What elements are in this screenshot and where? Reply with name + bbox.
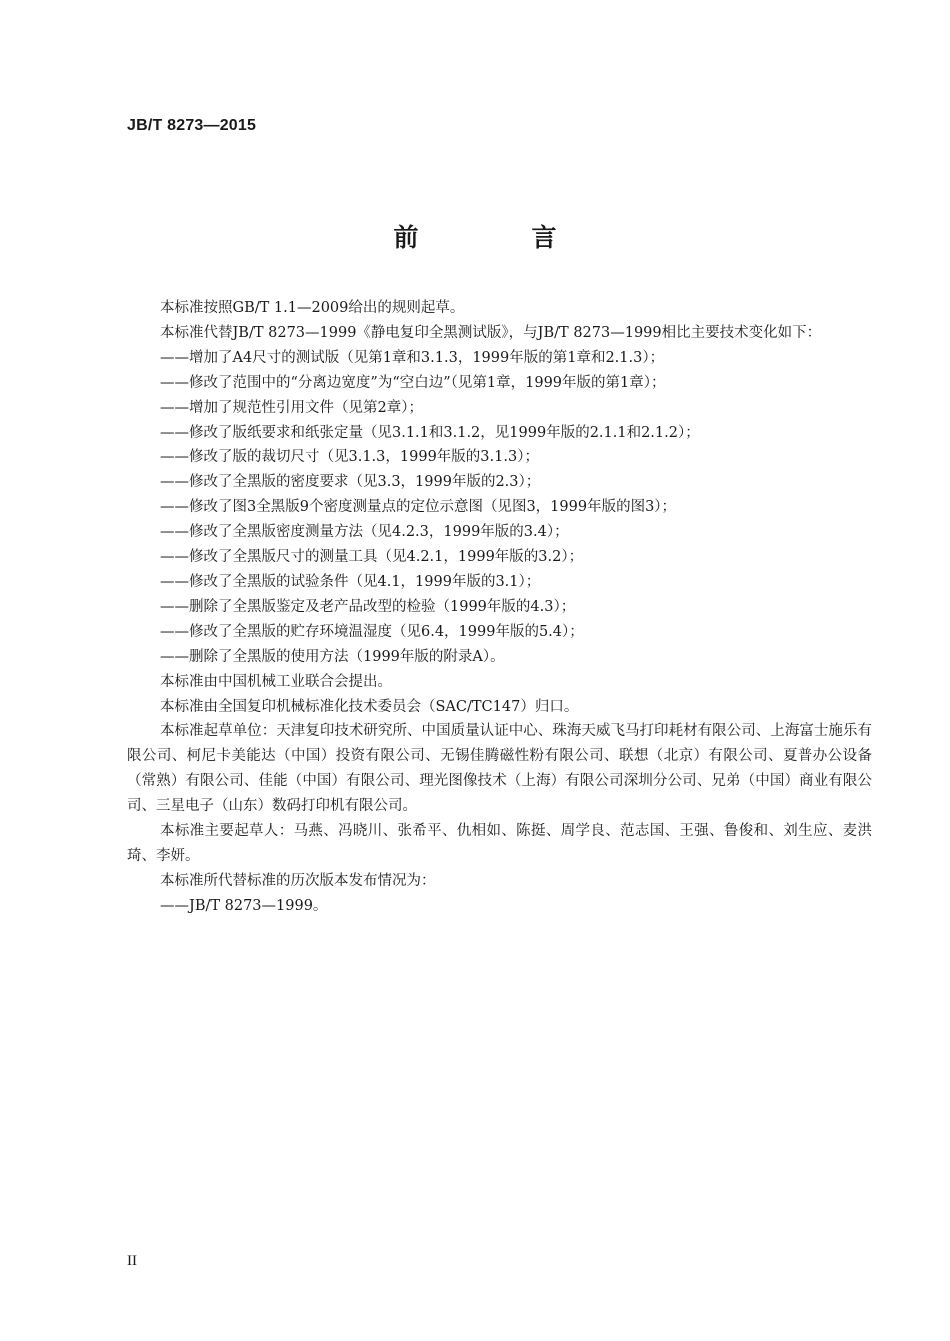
paragraph-proposed-by: 本标准由中国机械工业联合会提出。 bbox=[160, 673, 392, 690]
change-item: ——增加了规范性引用文件（见第2章）； bbox=[160, 399, 423, 416]
change-item: ——修改了全黑版的密度要求（见3.3，1999年版的2.3）； bbox=[160, 474, 541, 491]
paragraph-under-jurisdiction: 本标准由全国复印机械标准化技术委员会（SAC/TC147）归口。 bbox=[160, 698, 579, 715]
paragraph-drafting-units: 本标准起草单位：天津复印技术研究所、中国质量认证中心、珠海天威飞马打印耗材有限公司、上海富士施乐有限公司、柯尼卡美能达（中国）投资有限公司、无锡佳腾磁性粉有限公司、联想（北京）有限公司、夏普办公设备（常熟）有限公司、佳能（中国）有限公司、理光图像技术（上海）有限公司深圳分公司、兄弟（中国）商业有限公司、三星电子（山东）数码打印机有限公司。 bbox=[127, 723, 872, 815]
foreword-body bbox=[127, 296, 872, 919]
paragraph-drafting-rules: 本标准按照GB/T 1.1—2009给出的规则起草。 bbox=[160, 300, 465, 316]
paragraph-main-drafters: 本标准主要起草人：马燕、冯晓川、张希平、仇相如、陈挺、周学良、范志国、王强、鲁俊和、刘生应、麦洪琦、李妍。 bbox=[127, 823, 872, 864]
change-item: ——修改了全黑版尺寸的测量工具（见4.2.1，1999年版的3.2）； bbox=[160, 549, 584, 566]
change-item: ——修改了版纸要求和纸张定量（见3.1.1和3.1.2，见1999年版的2.1.1和2.1.2）； bbox=[160, 424, 700, 441]
change-item: ——删除了全黑版的使用方法（1999年版的附录A）。 bbox=[160, 648, 505, 665]
paragraph-replaces: 本标准代替JB/T 8273—1999《静电复印全黑测试版》，与JB/T 8273—1999相比主要技术变化如下： bbox=[160, 324, 822, 341]
change-item: ——删除了全黑版鉴定及老产品改型的检验（1999年版的4.3）； bbox=[160, 598, 576, 615]
standard-code: JB/T 8273—2015 bbox=[127, 117, 257, 134]
change-item: ——修改了版的裁切尺寸（见3.1.3，1999年版的3.1.3）； bbox=[160, 449, 539, 466]
change-item: ——增加了A4尺寸的测试版（见第1章和3.1.3，1999年版的第1章和2.1.3）； bbox=[160, 349, 665, 366]
change-item: ——修改了全黑版的贮存环境温湿度（见6.4，1999年版的5.4）； bbox=[160, 623, 584, 640]
change-item: ——修改了范围中的“分离边宽度”为“空白边”（见第1章，1999年版的第1章）； bbox=[160, 374, 666, 391]
change-item: ——修改了全黑版的试验条件（见4.1，1999年版的3.1）； bbox=[160, 573, 541, 590]
change-item: ——修改了图3全黑版9个密度测量点的定位示意图（见图3，1999年版的图3）； bbox=[160, 499, 677, 516]
paragraph-previous-editions: 本标准所代替标准的历次版本发布情况为： bbox=[160, 872, 436, 889]
change-item: ——修改了全黑版密度测量方法（见4.2.3，1999年版的3.4）； bbox=[160, 524, 569, 541]
page-number: II bbox=[127, 1253, 137, 1269]
previous-edition-item: ——JB/T 8273—1999。 bbox=[160, 897, 328, 914]
page-title: 前 言 bbox=[393, 223, 601, 252]
